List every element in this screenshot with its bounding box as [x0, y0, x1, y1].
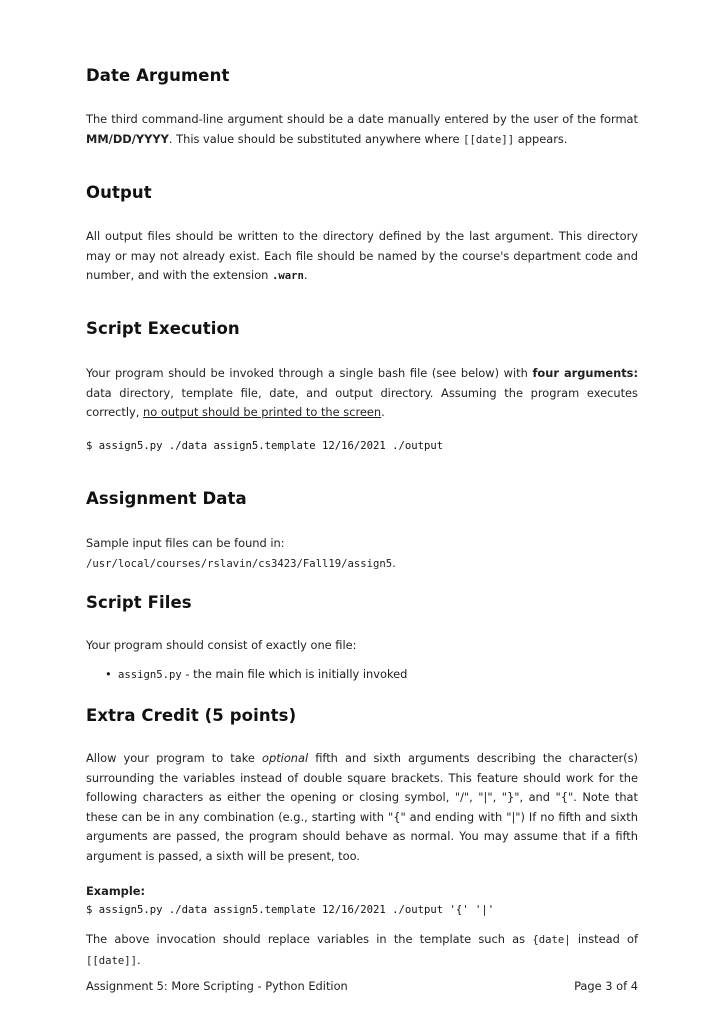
- execution-text-b: data directory, template file, date, and output directory. Assuming the program executes correctly,: [86, 385, 638, 420]
- example-command: $ assign5.py ./data assign5.template 12/16/2021 ./output '{' '|': [86, 904, 495, 916]
- assignment-data-text: Sample input files can be found in:: [86, 536, 285, 550]
- footer-title: Assignment 5: More Scripting - Python Edition: [86, 979, 348, 993]
- extra-credit-closing: [86, 930, 638, 971]
- assignment-data-paragraph: [86, 534, 638, 574]
- execution-no-output-note: no output should be printed to the screen: [143, 405, 382, 420]
- date-paragraph: [86, 110, 638, 150]
- execution-paragraph: [86, 364, 638, 423]
- section-title-script-files: Script Files: [86, 593, 192, 612]
- extra-credit-text-2: fifth and sixth arguments describing the character(s) surrounding the variables instead of double square brackets. This feature should work for the following characters as either the opening or closing symbol, "/", "|", "}", and "{". Note that these can be in any combination (e.g., starting with "{" and ending with "|") If no fifth and sixth arguments are passed, the program should behave as normal. You may assume that if a fifth argument is passed, a sixth will be present, too.: [86, 751, 639, 863]
- extra-credit-text-1: Allow your program to take: [86, 751, 255, 765]
- execution-text-a: Your program should be invoked through a single bash file (see below) with: [86, 366, 528, 380]
- output-text: All output files should be written to the directory defined by the last argument. This directory may or may not already exist. Each file should be named by the course's department code and number, and with the extension: [86, 229, 638, 283]
- execution-four-arguments: four arguments:: [532, 366, 638, 380]
- date-text-end: appears.: [517, 131, 568, 146]
- list-item: [86, 665, 407, 685]
- date-placeholder-code: [[date]]: [463, 133, 515, 146]
- script-file-name: assign5.py: [118, 669, 182, 681]
- assignment-data-path-end: .: [392, 555, 396, 570]
- extra-credit-optional: optional: [262, 751, 309, 765]
- script-files-paragraph: Your program should consist of exactly one file:: [86, 638, 357, 652]
- section-title-output: Output: [86, 183, 152, 202]
- closing-text-b: instead of: [577, 932, 639, 946]
- section-title-extra-credit: Extra Credit (5 points): [86, 706, 297, 725]
- section-title-date-argument: Date Argument: [86, 66, 230, 85]
- section-title-assignment-data: Assignment Data: [86, 489, 247, 508]
- bullet-icon: •: [105, 667, 112, 681]
- output-text-end: .: [303, 268, 308, 283]
- output-extension: .warn: [272, 270, 304, 283]
- execution-text-end: .: [381, 405, 385, 420]
- script-files-list: [86, 665, 407, 685]
- date-format: MM/DD/YYYY: [86, 131, 169, 146]
- extra-credit-paragraph: [86, 749, 638, 867]
- date-text-1: The third command-line argument should be a date manually entered by the user of the format: [86, 112, 638, 126]
- example-label: Example:: [86, 884, 146, 898]
- closing-end: .: [137, 952, 141, 967]
- execution-command: $ assign5.py ./data assign5.template 12/16/2021 ./output: [86, 440, 444, 452]
- section-title-script-execution: Script Execution: [86, 319, 240, 338]
- closing-code-2: [[date]]: [86, 954, 138, 967]
- closing-text-a: The above invocation should replace variables in the template such as: [86, 932, 526, 946]
- closing-code-1: {date|: [532, 934, 571, 946]
- script-file-desc: - the main file which is initially invoked: [185, 667, 408, 681]
- date-text-2: . This value should be substituted anywhere where: [168, 131, 460, 146]
- assignment-data-path: /usr/local/courses/rslavin/cs3423/Fall19/assign5: [86, 557, 393, 570]
- output-paragraph: [86, 227, 638, 287]
- footer-page-number: Page 3 of 4: [574, 979, 638, 993]
